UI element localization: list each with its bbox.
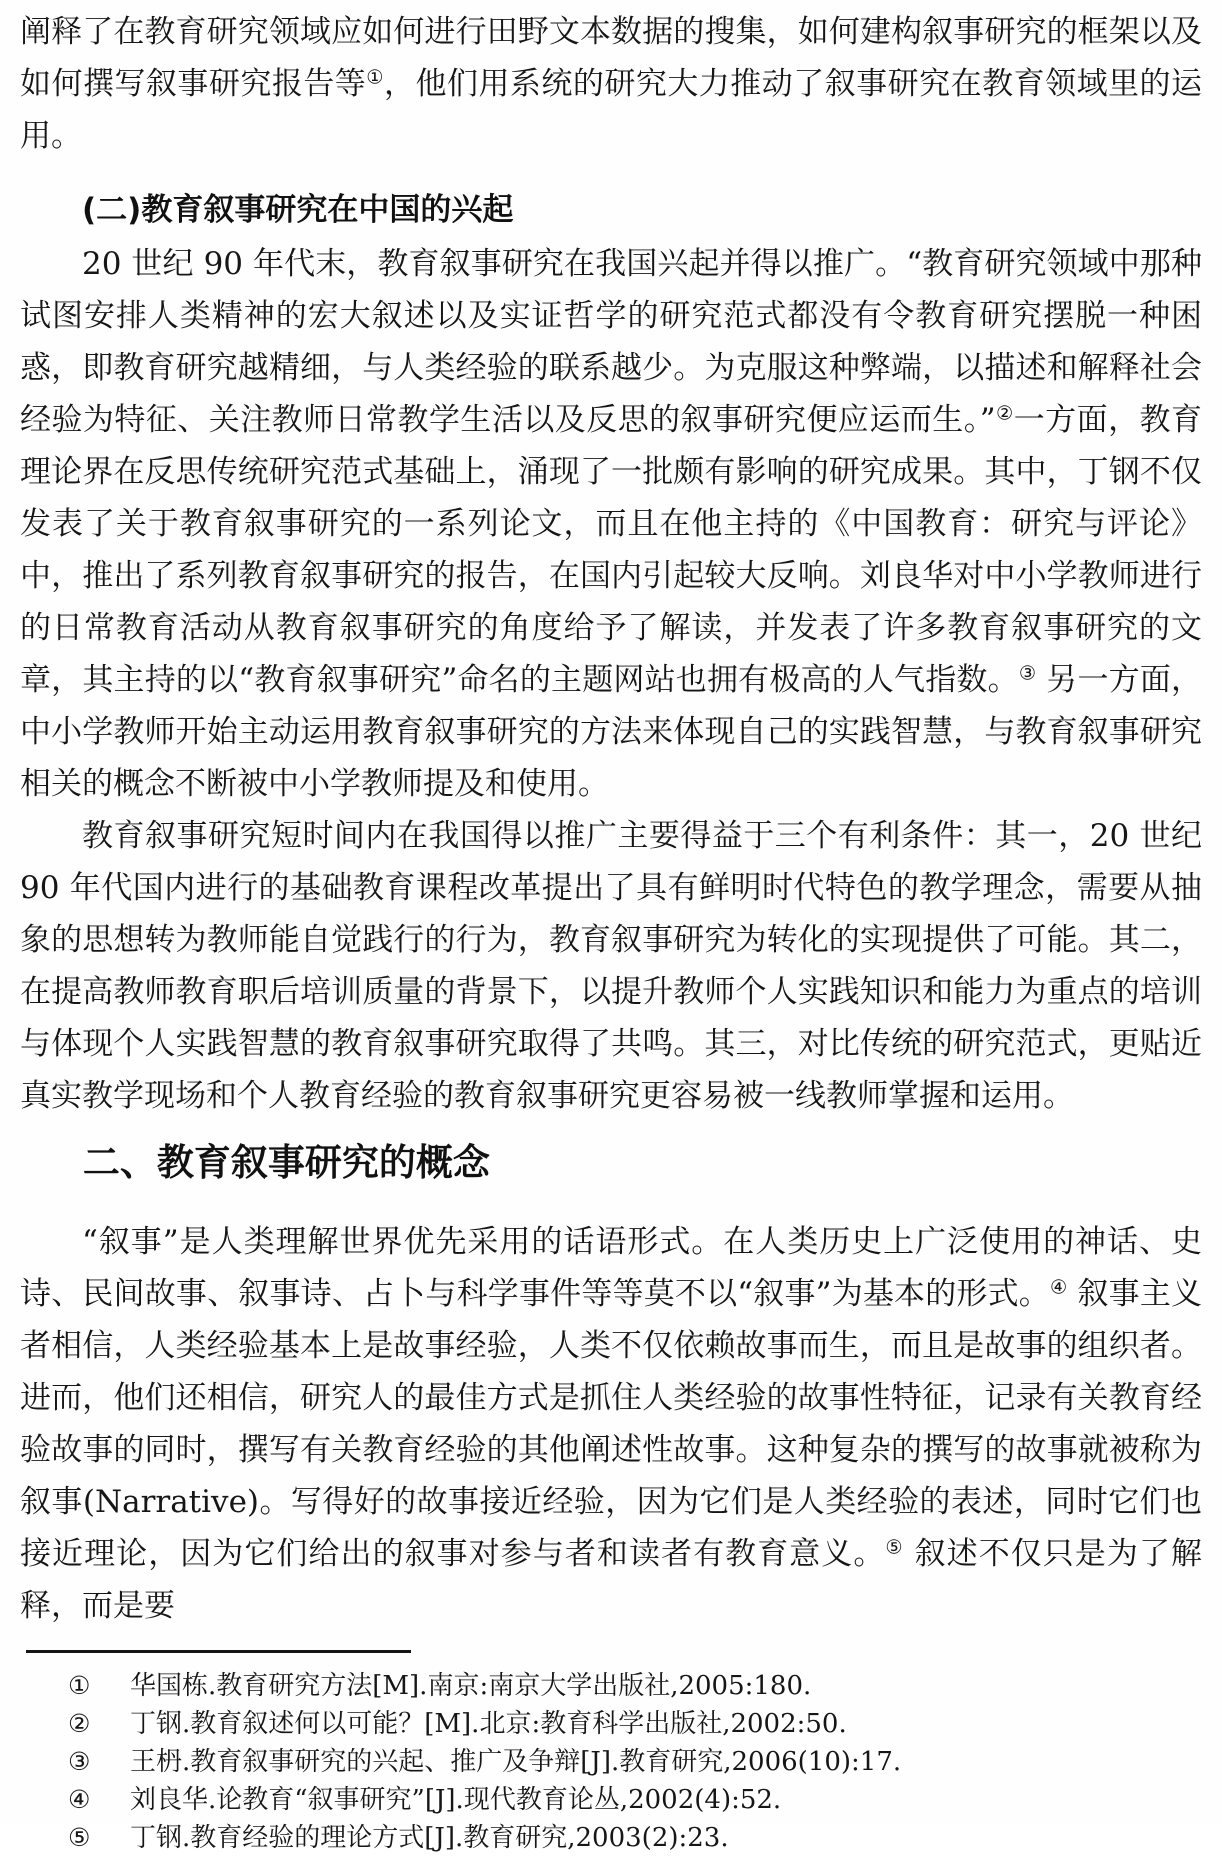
section-heading: 二、教育叙事研究的概念 (82, 1141, 490, 1184)
footnote-item (68, 1819, 1202, 1857)
footnote-text: 华国栋.教育研究方法[M].南京:南京大学出版社,2005:180. (130, 1671, 812, 1701)
footnote-reference: ① (366, 65, 384, 89)
footnote-reference: ③ (1018, 661, 1037, 685)
intro-paragraph: 阐释了在教育研究领域应如何进行田野文本数据的搜集，如何建构叙事研究的框架以及如何撰写叙事研究报告等①，他们用系统的研究大力推动了叙事研究在教育领域里的运用。 (20, 14, 1203, 154)
footnote-text: 刘良华.论教育“叙事研究”[J].现代教育论丛,2002(4):52. (130, 1785, 782, 1815)
footnote-number: ③ (68, 1747, 91, 1776)
footnote-number: ⑤ (68, 1823, 91, 1852)
footnote-area (20, 1650, 1202, 1857)
footnote-divider (26, 1650, 411, 1653)
footnote-number: ④ (68, 1785, 91, 1814)
footnote-item (68, 1781, 1202, 1819)
body-paragraph: “叙事”是人类理解世界优先采用的话语形式。在人类历史上广泛使用的神话、史诗、民间故事、叙事诗、占卜与科学事件等等莫不以“叙事”为基本的形式。④ 叙事主义者相信，人类经验基本上是故事经验，人类不仅依赖故事而生，而且是故事的组织者。进而，他们还相信，研究人的最佳方式是抓住人类经验的故事性特征，记录有关教育经验故事的同时，撰写有关教育经验的其他阐述性故事。这种复杂的撰写的故事就被称为叙事(Narrative)。写得好的故事接近经验，因为它们是人类经验的表述，同时它们也接近理论，因为它们给出的叙事对参与者和读者有教育意义。⑤ 叙述不仅只是为了解释，而是要 (20, 1224, 1203, 1624)
footnote-number: ② (68, 1709, 91, 1738)
footnote-reference: ② (995, 401, 1014, 425)
body-paragraph: 教育叙事研究短时间内在我国得以推广主要得益于三个有利条件：其一，20 世纪 90 年代国内进行的基础教育课程改革提出了具有鲜明时代特色的教学理念，需要从抽象的思想转为教师能自觉践行的行为，教育叙事研究为转化的实现提供了可能。其二，在提高教师教育职后培训质量的背景下，以提升教师个人实践知识和能力为重点的培训与体现个人实践智慧的教育叙事研究取得了共鸣。其三，对比传统的研究范式，更贴近真实教学现场和个人教育经验的教育叙事研究更容易被一线教师掌握和运用。 (20, 818, 1202, 1114)
footnote-item (68, 1743, 1202, 1781)
footnote-reference: ④ (1050, 1275, 1068, 1299)
footnote-number: ① (68, 1671, 91, 1700)
footnote-item (68, 1705, 1202, 1743)
footnote-text: 丁钢.教育经验的理论方式[J].教育研究,2003(2):23. (130, 1823, 729, 1853)
footnote-text: 王枬.教育叙事研究的兴起、推广及争辩[J].教育研究,2006(10):17. (130, 1747, 902, 1777)
footnote-item (68, 1667, 1202, 1705)
footnote-text: 丁钢.教育叙述何以可能？[M].北京:教育科学出版社,2002:50. (130, 1709, 847, 1739)
footnote-list (20, 1667, 1202, 1857)
body-paragraph: 20 世纪 90 年代末，教育叙事研究在我国兴起并得以推广。“教育研究领域中那种试图安排人类精神的宏大叙述以及实证哲学的研究范式都没有令教育研究摆脱一种困惑，即教育研究越精细，与人类经验的联系越少。为克服这种弊端，以描述和解释社会经验为特征、关注教师日常教学生活以及反思的叙事研究便应运而生。”②一方面，教育理论界在反思传统研究范式基础上，涌现了一批颇有影响的研究成果。其中，丁钢不仅发表了关于教育叙事研究的一系列论文，而且在他主持的《中国教育：研究与评论》中，推出了系列教育叙事研究的报告，在国内引起较大反响。刘良华对中小学教师进行的日常教育活动从教育叙事研究的角度给予了解读，并发表了许多教育叙事研究的文章，其主持的以“教育叙事研究”命名的主题网站也拥有极高的人气指数。③ 另一方面，中小学教师开始主动运用教育叙事研究的方法来体现自己的实践智慧，与教育叙事研究相关的概念不断被中小学教师提及和使用。 (20, 246, 1202, 802)
footnote-reference: ⑤ (885, 1535, 904, 1559)
subsection-heading: (二)教育叙事研究在中国的兴起 (82, 192, 514, 228)
